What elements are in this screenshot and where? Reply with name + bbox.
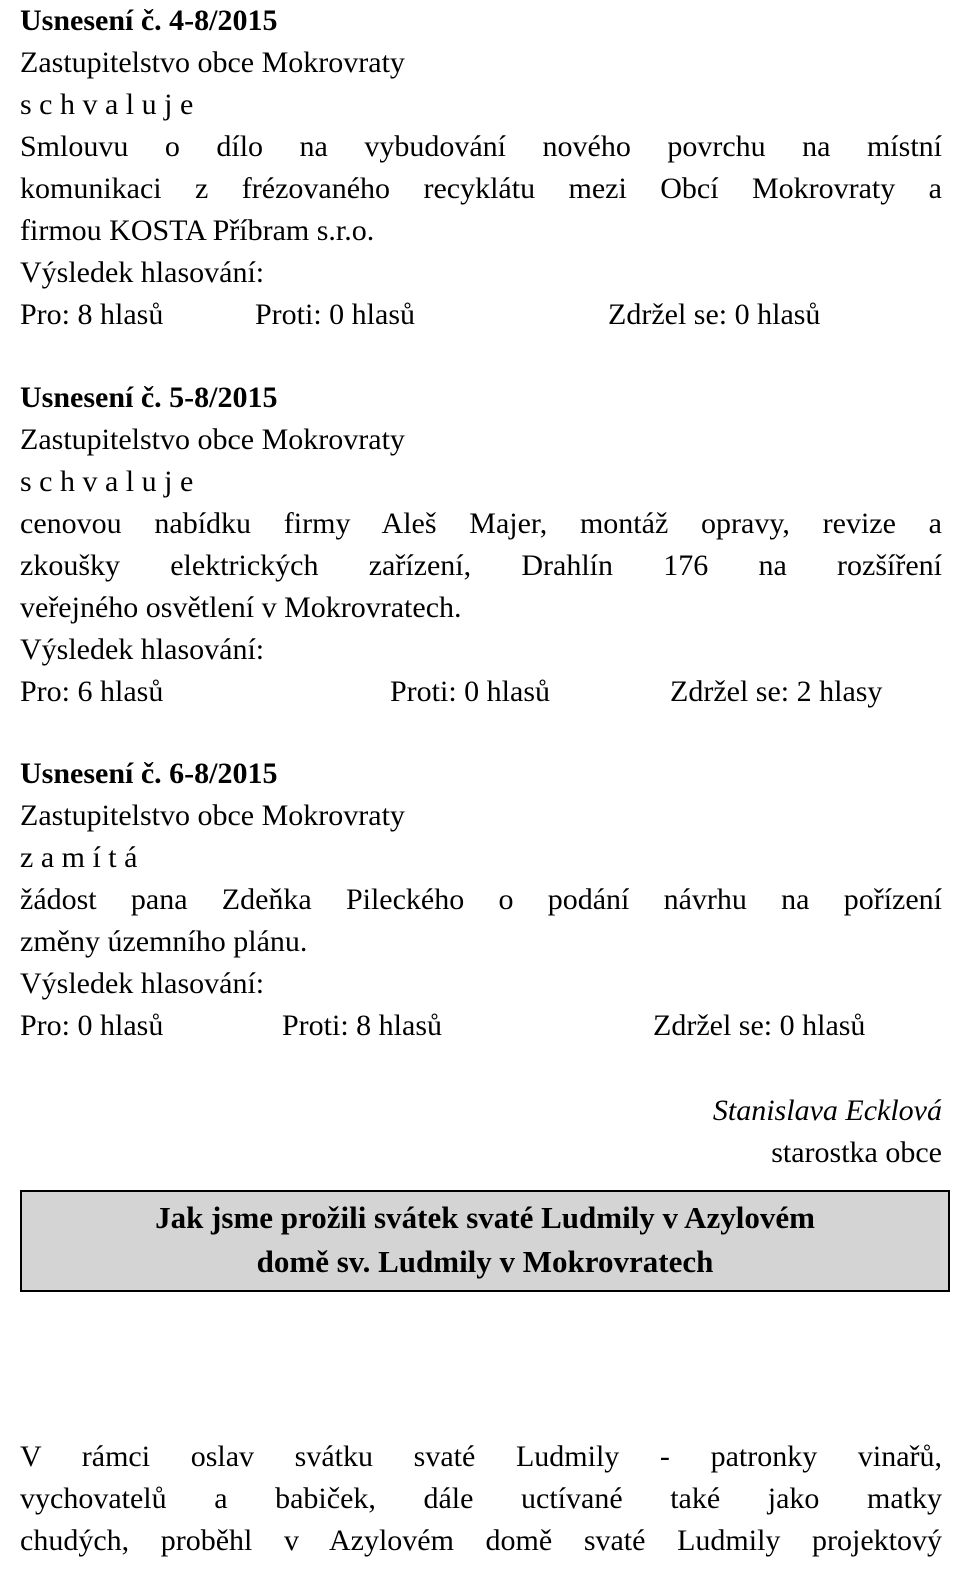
vote-proti: Proti: 0 hlasů bbox=[255, 298, 416, 331]
vote-result bbox=[20, 294, 942, 336]
vote-result bbox=[20, 1005, 942, 1047]
vote-proti: Proti: 8 hlasů bbox=[282, 1009, 443, 1042]
article-heading-line: Jak jsme prožili svátek svaté Ludmily v Azylovém bbox=[155, 1200, 815, 1235]
vote-label: Výsledek hlasování: bbox=[20, 256, 265, 289]
resolution-verb: s c h v a l u j e bbox=[20, 465, 194, 498]
vote-pro: Pro: 0 hlasů bbox=[20, 1009, 164, 1042]
resolution-text-line: komunikaci z frézovaného recyklátu mezi Obcí Mokrovraty a bbox=[20, 172, 942, 205]
article-line: vychovatelů a babiček, dále uctívané také jako matky bbox=[20, 1482, 942, 1515]
resolution-body: Zastupitelstvo obce Mokrovraty bbox=[20, 46, 405, 79]
article-line: chudých, proběhl v Azylovém domě svaté Ludmily projektový bbox=[20, 1524, 942, 1557]
resolution-text-line: změny územního plánu. bbox=[20, 925, 308, 958]
signature-name: Stanislava Ecklová bbox=[712, 1094, 942, 1127]
article-heading-line: domě sv. Ludmily v Mokrovratech bbox=[256, 1244, 714, 1279]
article-body bbox=[20, 1436, 942, 1562]
resolution-text-line: cenovou nabídku firmy Aleš Majer, montáž opravy, revize a bbox=[20, 507, 942, 540]
resolution-text-line: veřejného osvětlení v Mokrovratech. bbox=[20, 591, 462, 624]
vote-pro: Pro: 8 hlasů bbox=[20, 298, 164, 331]
article-heading bbox=[20, 1190, 950, 1292]
vote-zdrzel: Zdržel se: 2 hlasy bbox=[670, 675, 883, 708]
vote-result bbox=[20, 671, 942, 713]
vote-proti: Proti: 0 hlasů bbox=[390, 675, 551, 708]
vote-zdrzel: Zdržel se: 0 hlasů bbox=[608, 298, 821, 331]
resolution-text-line: Smlouvu o dílo na vybudování nového povrchu na místní bbox=[20, 130, 942, 163]
vote-pro: Pro: 6 hlasů bbox=[20, 675, 164, 708]
resolution-6 bbox=[20, 753, 942, 1047]
vote-zdrzel: Zdržel se: 0 hlasů bbox=[653, 1009, 866, 1042]
resolution-verb: s c h v a l u j e bbox=[20, 88, 194, 121]
resolution-title: Usnesení č. 5-8/2015 bbox=[20, 381, 278, 414]
resolution-5 bbox=[20, 377, 942, 713]
article-line: V rámci oslav svátku svaté Ludmily - patronky vinařů, bbox=[20, 1440, 942, 1473]
resolution-body: Zastupitelstvo obce Mokrovraty bbox=[20, 423, 405, 456]
resolution-text-line: firmou KOSTA Příbram s.r.o. bbox=[20, 214, 375, 247]
signature-block bbox=[713, 1090, 942, 1174]
resolution-text-line: zkoušky elektrických zařízení, Drahlín 176 na rozšíření bbox=[20, 549, 942, 582]
resolution-title: Usnesení č. 6-8/2015 bbox=[20, 757, 278, 790]
vote-label: Výsledek hlasování: bbox=[20, 967, 265, 1000]
resolution-body: Zastupitelstvo obce Mokrovraty bbox=[20, 799, 405, 832]
resolution-4 bbox=[20, 0, 942, 336]
vote-label: Výsledek hlasování: bbox=[20, 633, 265, 666]
resolution-verb: z a m í t á bbox=[20, 841, 138, 874]
resolution-text-line: žádost pana Zdeňka Pileckého o podání návrhu na pořízení bbox=[20, 883, 942, 916]
signature-role: starostka obce bbox=[771, 1136, 942, 1169]
resolution-title: Usnesení č. 4-8/2015 bbox=[20, 4, 278, 37]
